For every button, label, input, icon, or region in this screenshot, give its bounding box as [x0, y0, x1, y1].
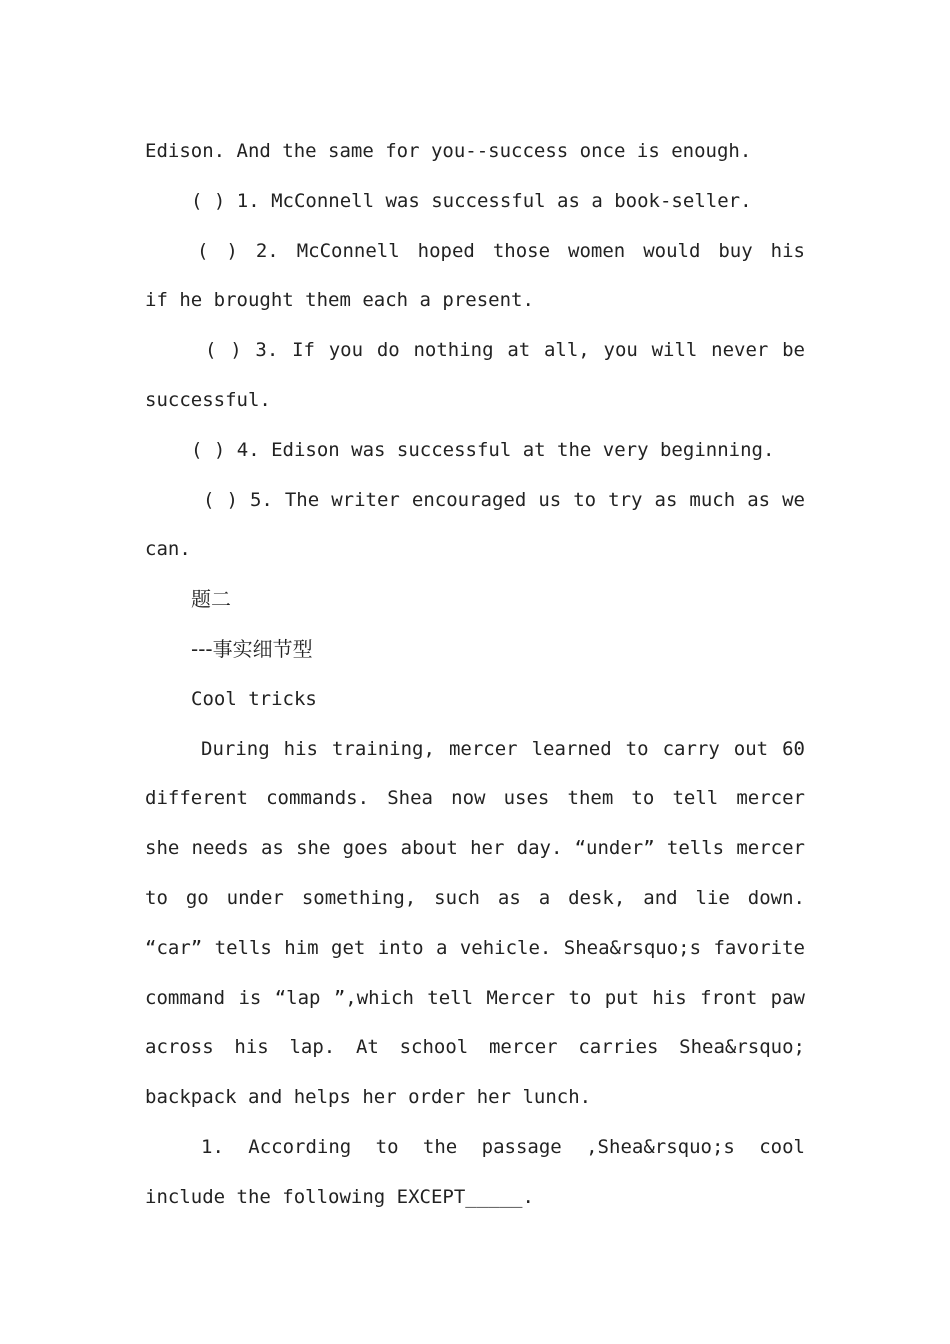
- true-false-item-3-line-2: successful.: [145, 388, 271, 411]
- question-type-label: ---事实细节型: [191, 636, 313, 661]
- passage-line-2: different commands. Shea now uses them to tell mercer: [145, 787, 805, 810]
- true-false-item-4: ( ) 4. Edison was successful at the very beginning.: [191, 438, 775, 461]
- true-false-item-3-line-1: ( ) 3. If you do nothing at all, you will never be: [205, 339, 805, 362]
- true-false-item-5-line-1: ( ) 5. The writer encouraged us to try as much as we: [203, 488, 805, 511]
- passage-line-1: During his training, mercer learned to carry out 60: [201, 737, 805, 760]
- true-false-item-1: ( ) 1. McConnell was successful as a book-seller.: [191, 189, 752, 212]
- passage-line-6: command is “lap ”,which tell Mercer to put his front paw: [145, 986, 805, 1009]
- true-false-item-5-line-2: can.: [145, 538, 191, 561]
- question-1-line-1: 1. According to the passage ,Shea&rsquo;s cool: [201, 1135, 805, 1158]
- passage-line-3: she needs as she goes about her day. “under” tells mercer: [145, 837, 805, 860]
- true-false-item-2-line-2: if he brought them each a present.: [145, 289, 534, 312]
- section-heading: 题二: [191, 587, 231, 612]
- passage-line-4: to go under something, such as a desk, and lie down.: [145, 886, 805, 909]
- question-1-line-2: include the following EXCEPT_____.: [145, 1185, 534, 1208]
- passage-line-7: across his lap. At school mercer carries Shea&rsquo;: [145, 1036, 805, 1059]
- true-false-item-2-line-1: ( ) 2. McConnell hoped those women would buy his: [197, 239, 805, 262]
- passage-title: Cool tricks: [191, 687, 317, 710]
- document-body: [145, 127, 805, 1223]
- passage-line-8: backpack and helps her order her lunch.: [145, 1086, 592, 1109]
- passage-line-5: “car” tells him get into a vehicle. Shea&rsquo;s favorite: [145, 936, 805, 959]
- passage-closing-line: Edison. And the same for you--success once is enough.: [145, 140, 752, 162]
